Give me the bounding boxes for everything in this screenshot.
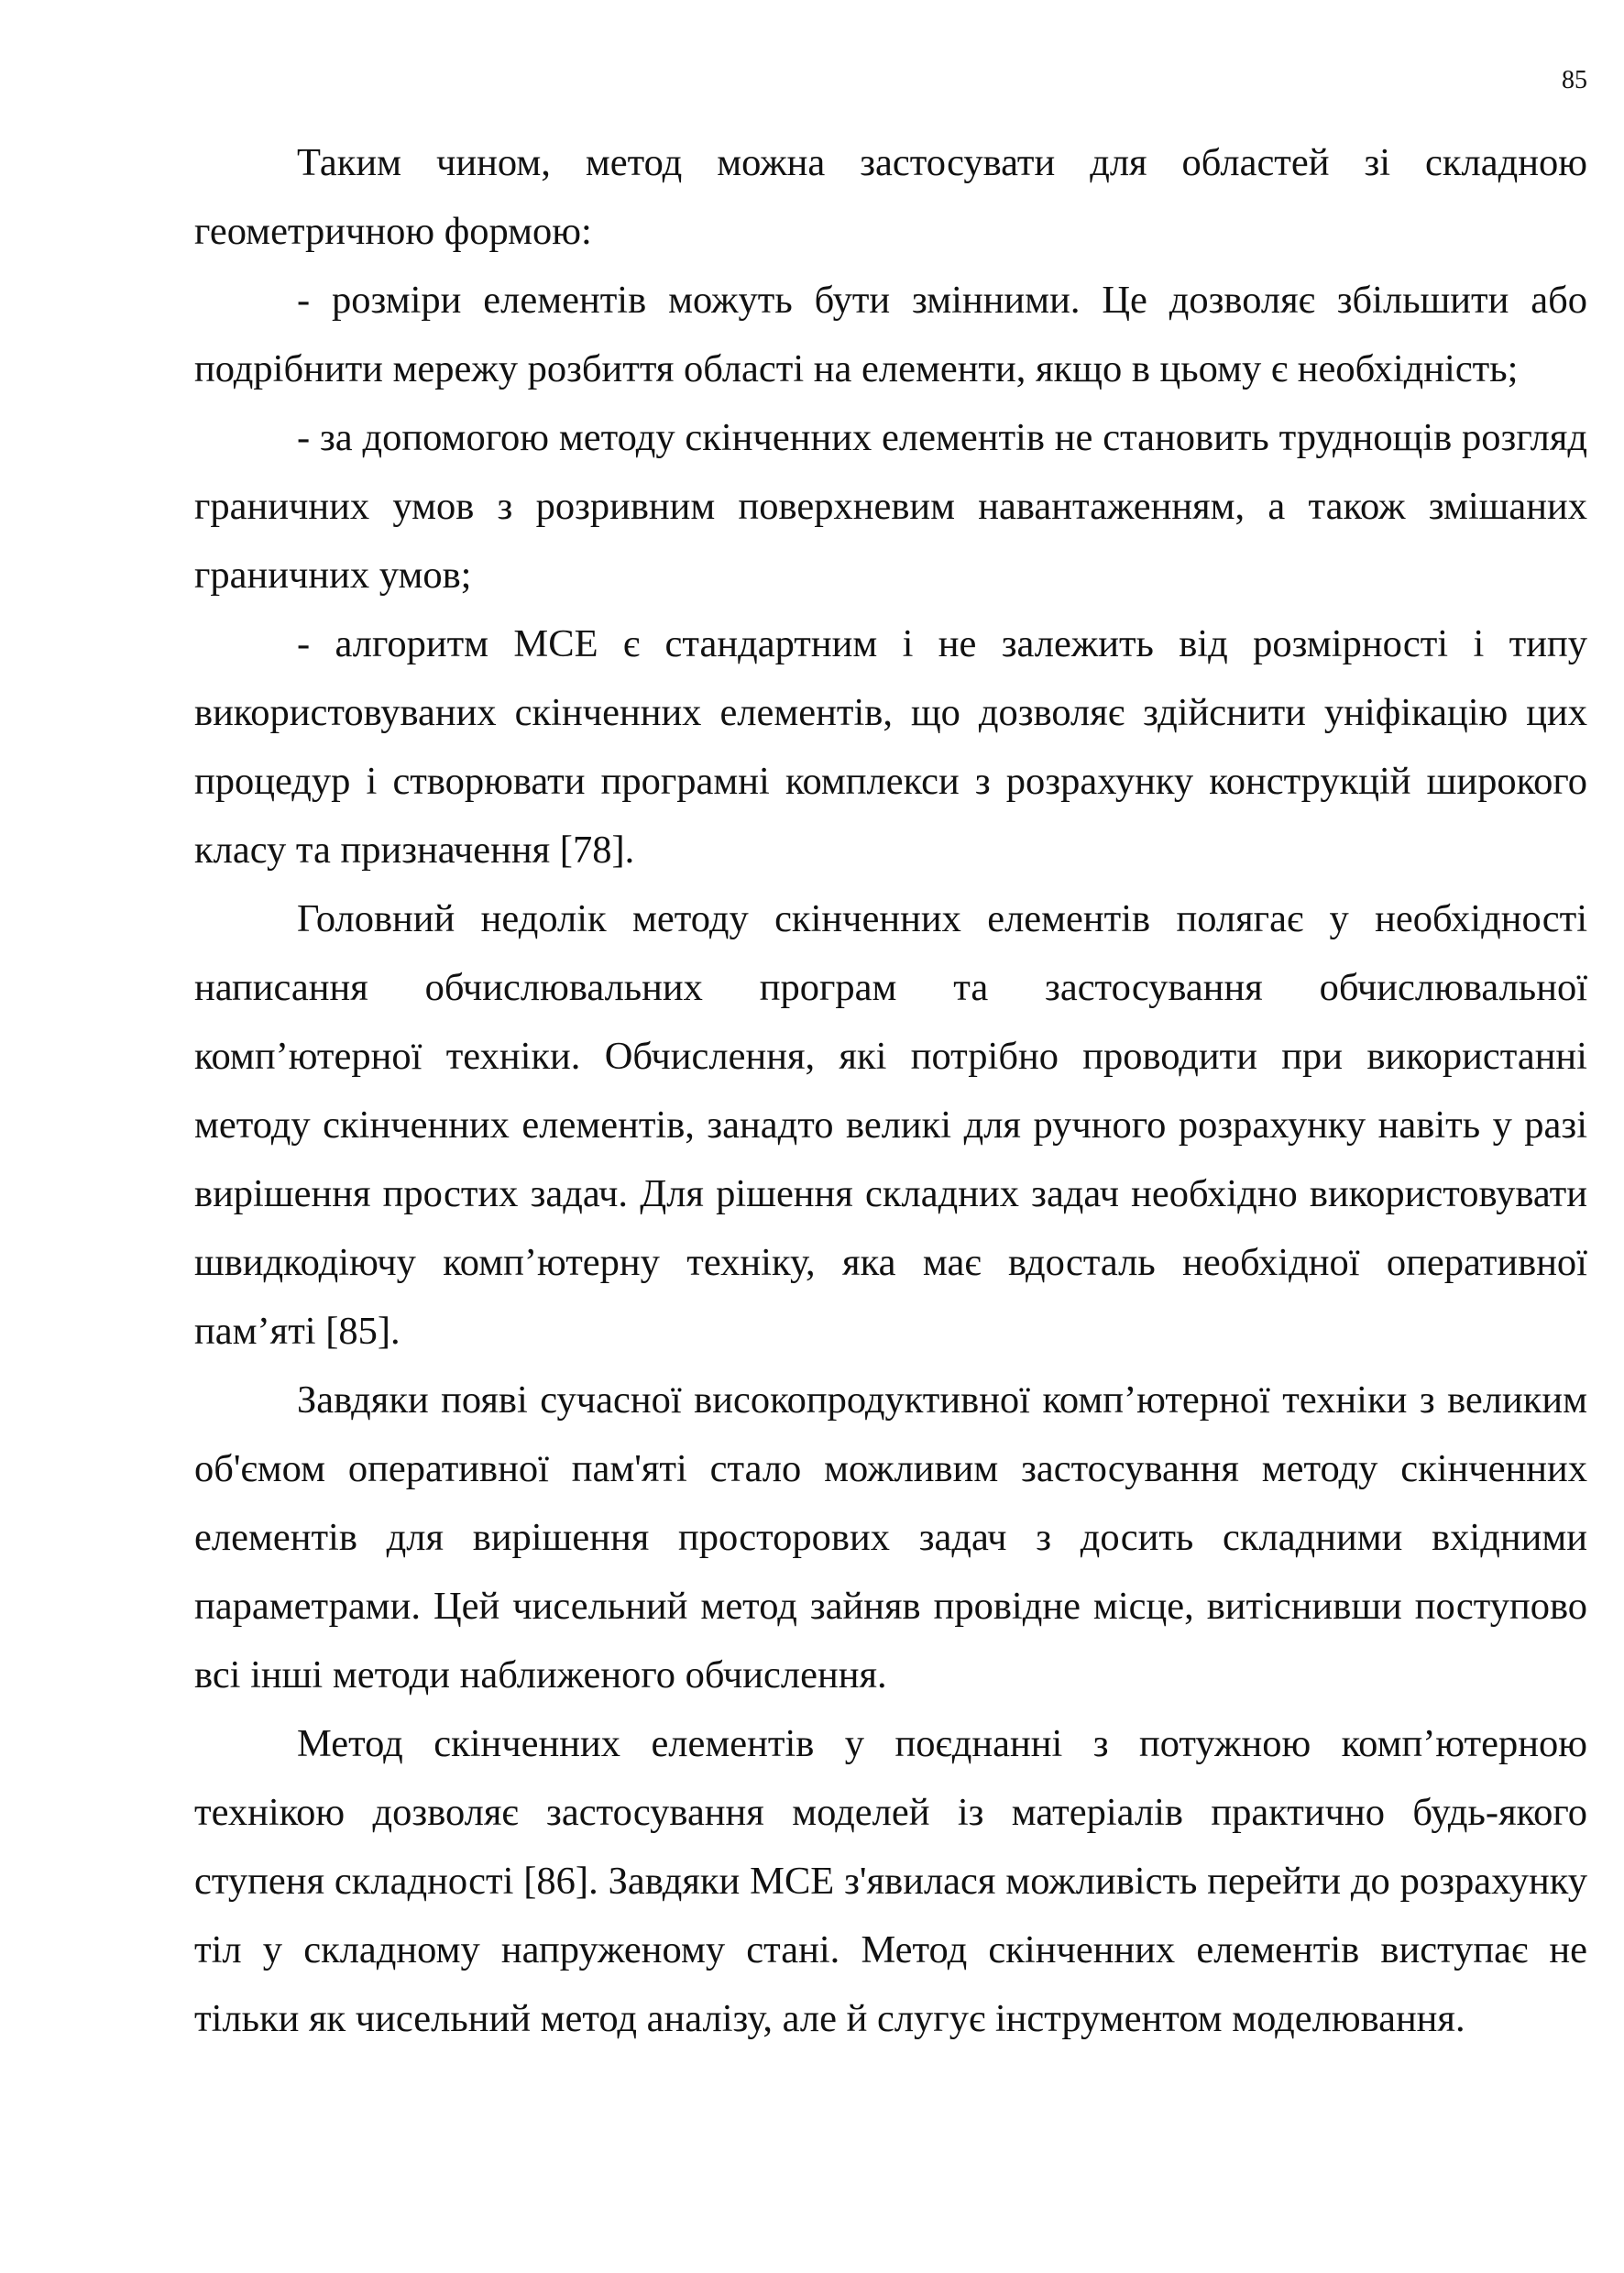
body-text — [194, 128, 1587, 2053]
list-item-fem-algorithm: - алгоритм МСЕ є стандартним і не залежить від розмірності і типу використовуваних скінченних елементів, що дозволяє здійснити уніфікацію цих процедур і створювати програмні комплекси з розрахунку конструкцій широкого класу та призначення [78]. — [194, 622, 1587, 872]
page-number: 85 — [1562, 66, 1587, 94]
paragraph-fem-modeling: Метод скінченних елементів у поєднанні з потужною комп’ютерною технікою дозволяє застосування моделей із матеріалів практично будь-якого ступеня складності [86]. Завдяки МСЕ з'явилася можливість перейти до розрахунку тіл у складному напруженому стані. Метод скінченних елементів виступає не тільки як чисельний метод аналізу, але й слугує інструментом моделювання. — [194, 1722, 1587, 2040]
paragraph-main-drawback: Головний недолік методу скінченних елементів полягає у необхідності написання обчислювальних програм та застосування обчислювальної комп’ютерної техніки. Обчислення, які потрібно проводити при використанні методу скінченних елементів, занадто великі для ручного розрахунку навіть у разі вирішення простих задач. Для рішення складних задач необхідно використовувати швидкодіючу комп’ютерну техніку, яка має вдосталь необхідної оперативної пам’яті [85]. — [194, 897, 1587, 1353]
paragraph-intro: Таким чином, метод можна застосувати для областей зі складною геометричною формою: — [194, 141, 1587, 253]
paragraph-modern-hardware: Завдяки появі сучасної високопродуктивної комп’ютерної техніки з великим об'ємом оперативної пам'яті стало можливим застосування методу скінченних елементів для вирішення просторових задач з досить складними вхідними параметрами. Цей чисельний метод зайняв провідне місце, витіснивши поступово всі інші методи наближеного обчислення. — [194, 1378, 1587, 1697]
list-item-boundary-conditions: - за допомогою методу скінченних елементів не становить труднощів розгляд граничних умов з розривним поверхневим навантаженням, а також змішаних граничних умов; — [194, 416, 1587, 597]
list-item-element-sizes: - розміри елементів можуть бути змінними. Це дозволяє збільшити або подрібнити мережу розбиття області на елементи, якщо в цьому є необхідність; — [194, 279, 1587, 390]
